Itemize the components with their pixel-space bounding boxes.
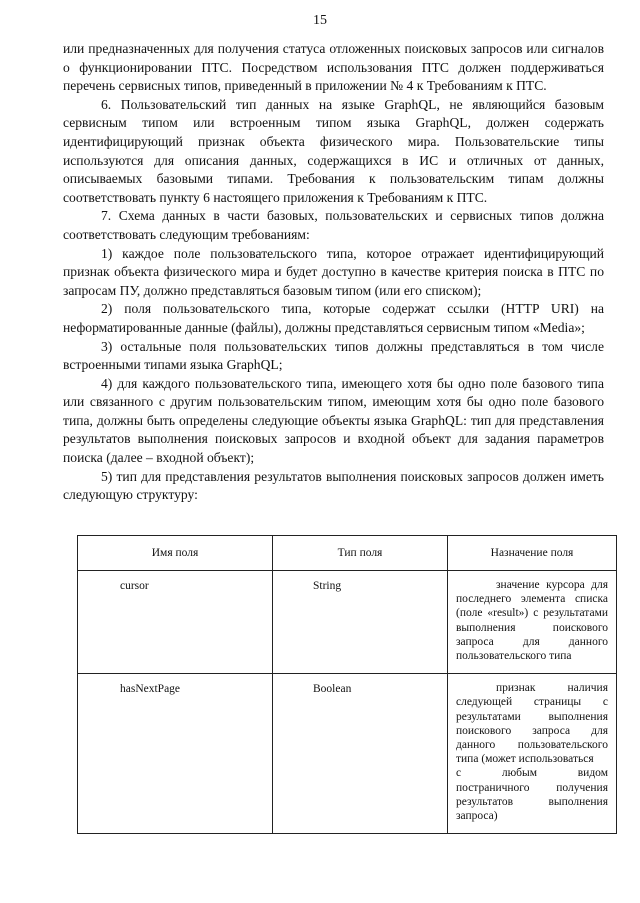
cell-field-name: cursor	[78, 571, 273, 674]
subitem-1: 1) каждое поле пользовательского типа, которое отражает идентифицирующий признак объекта физического мира и будет доступно в качестве критерия поиска в ПТС по запросам ПУ, должно представляться базовым типом (или его списком);	[63, 245, 604, 298]
cell-field-type: Boolean	[273, 674, 448, 834]
header-field-name: Имя поля	[78, 536, 273, 571]
purpose-text: признак наличия следующей страницы с результатами выполнения поискового запроса для данного пользовательского типа (может использоваться	[456, 682, 608, 766]
cell-field-name: hasNextPage	[78, 674, 273, 834]
subitem-2: 2) поля пользовательского типа, которые содержат ссылки (HTTP URI) на неформатированные данные (файлы), должны представляться сервисным типом «Media»;	[63, 301, 604, 335]
subitem-5: 5) тип для представления результатов выполнения поисковых запросов должен иметь следующую структуру:	[63, 468, 604, 503]
paragraph-continuation: или предназначенных для получения статуса отложенных поисковых запросов или сигналов о функционировании ПТС. Посредством использования ПТС должен поддерживаться перечень сервисных типов, приведенный в приложении № 4 к Требованиям к ПТС.	[63, 41, 604, 94]
paragraph-item-6: 6. Пользовательский тип данных на языке GraphQL, не являющийся базовым сервисным типом или встроенным типом языка GraphQL, должен содержать идентифицирующий признак объекта физического мира. Пользовательские типы используются для описания данных, содержащихся в ИС и отличных от данных, описываемых базовыми типами. Требования к пользовательским типам должны соответствовать пункту 6 настоящего приложения к Требованиям к ПТС.	[63, 96, 604, 205]
body-text	[63, 40, 604, 505]
subitem-4: 4) для каждого пользовательского типа, имеющего хотя бы одно поле базового типа или связанного с другим пользовательским типом, имеющим хотя бы одно поле базового типа, должны быть определены следующие объекты языка GraphQL: тип для представления результатов выполнения поисковых запросов и входной объект для задания параметров поиска (далее – входной объект);	[63, 375, 604, 466]
header-field-type: Тип поля	[273, 536, 448, 571]
page-number: 15	[313, 13, 327, 28]
purpose-text: значение курсора для последнего элемента списка (поле «result») с результатами выполнения поискового запроса для данного пользовательского типа	[456, 579, 608, 663]
paragraph-item-7: 7. Схема данных в части базовых, пользовательских и сервисных типов должна соответствовать следующим требованиям:	[63, 208, 604, 242]
subitem-3: 3) остальные поля пользовательских типов должны представляться в том числе встроенными типами языка GraphQL;	[63, 338, 604, 373]
table-row	[78, 571, 617, 674]
header-field-purpose: Назначение поля	[448, 536, 617, 571]
structure-table	[77, 535, 617, 834]
purpose-text-continued: с любым видом постраничного получения результатов выполнения запроса)	[456, 767, 608, 823]
cell-field-purpose	[448, 674, 617, 834]
table-header-row	[78, 536, 617, 571]
table-row	[78, 674, 617, 834]
cell-field-type: String	[273, 571, 448, 674]
cell-field-purpose	[448, 571, 617, 674]
